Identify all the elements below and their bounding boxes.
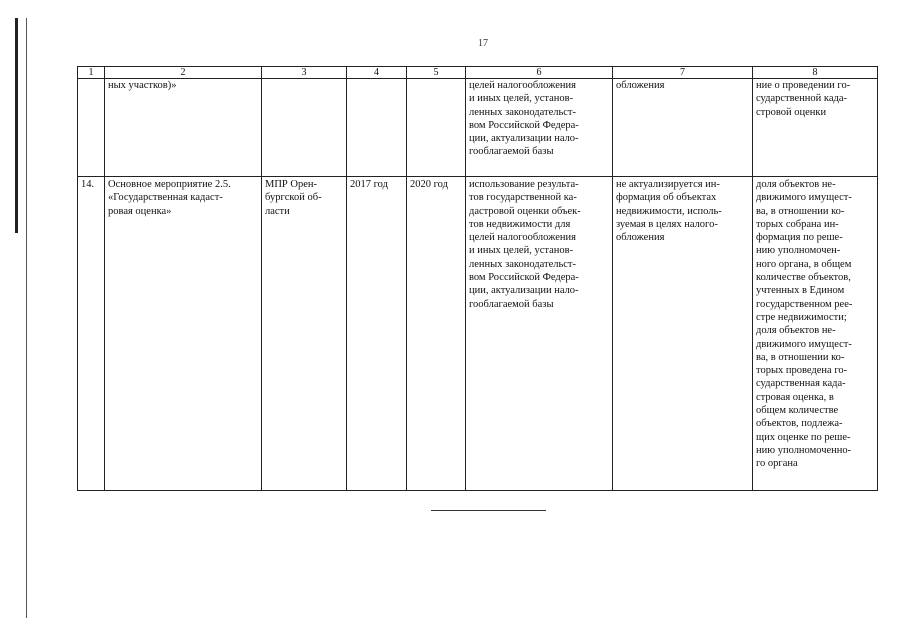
table-cell: ние о проведении го- сударственной када- стровой оценки	[753, 79, 878, 177]
binding-margin-line	[26, 18, 27, 618]
header-cell: 7	[613, 67, 753, 79]
table-cell: ных участков)»	[105, 79, 262, 177]
page-number: 17	[478, 38, 488, 49]
table-cell: целей налогообложения и иных целей, установ- ленных законодательст- вом Российской Федера- ции, актуализации нало- гооблагаемой базы	[466, 79, 613, 177]
table-row	[78, 79, 878, 177]
start-year-cell: 2017 год	[347, 177, 407, 491]
table-cell	[347, 79, 407, 177]
expected-result-cell: использование результа- тов государственной ка- дастровой оценки объек- тов недвижимости для целей налогообложения и иных целей, установ- ленных законодательст- вом Российской Федера- ции, актуализации нало- гооблагаемой базы	[466, 177, 613, 491]
table-cell	[78, 79, 105, 177]
header-cell: 6	[466, 67, 613, 79]
table-cell	[407, 79, 466, 177]
indicator-cell: доля объектов не- движимого имущест- ва, в отношении ко- торых собрана ин- формация по реше- нию уполномочен- ного органа, в общем количестве объектов, учтенных в Едином государственном рее- стре недвижимости; доля объектов не- движимого имущест- ва, в отношении ко- торых проведена го- сударственная када- стровая оценка, в общем количестве объектов, подлежа- щих оценке по реше- нию уполномоченно- го органа	[753, 177, 878, 491]
activity-name-cell: Основное мероприятие 2.5. «Государственная кадаст- ровая оценка»	[105, 177, 262, 491]
header-row	[78, 67, 878, 79]
responsible-cell: МПР Орен- бургской об- ласти	[262, 177, 347, 491]
footnote-separator	[431, 510, 546, 511]
header-cell: 8	[753, 67, 878, 79]
end-year-cell: 2020 год	[407, 177, 466, 491]
program-table	[77, 66, 878, 491]
header-cell: 3	[262, 67, 347, 79]
header-cell: 2	[105, 67, 262, 79]
header-cell: 4	[347, 67, 407, 79]
table-cell	[262, 79, 347, 177]
table-cell: обложения	[613, 79, 753, 177]
row-number-cell: 14.	[78, 177, 105, 491]
header-cell: 5	[407, 67, 466, 79]
binding-bar	[15, 18, 18, 233]
table-row	[78, 177, 878, 491]
consequences-cell: не актуализируется ин- формация об объектах недвижимости, исполь- зуемая в целях налого- обложения	[613, 177, 753, 491]
header-cell: 1	[78, 67, 105, 79]
